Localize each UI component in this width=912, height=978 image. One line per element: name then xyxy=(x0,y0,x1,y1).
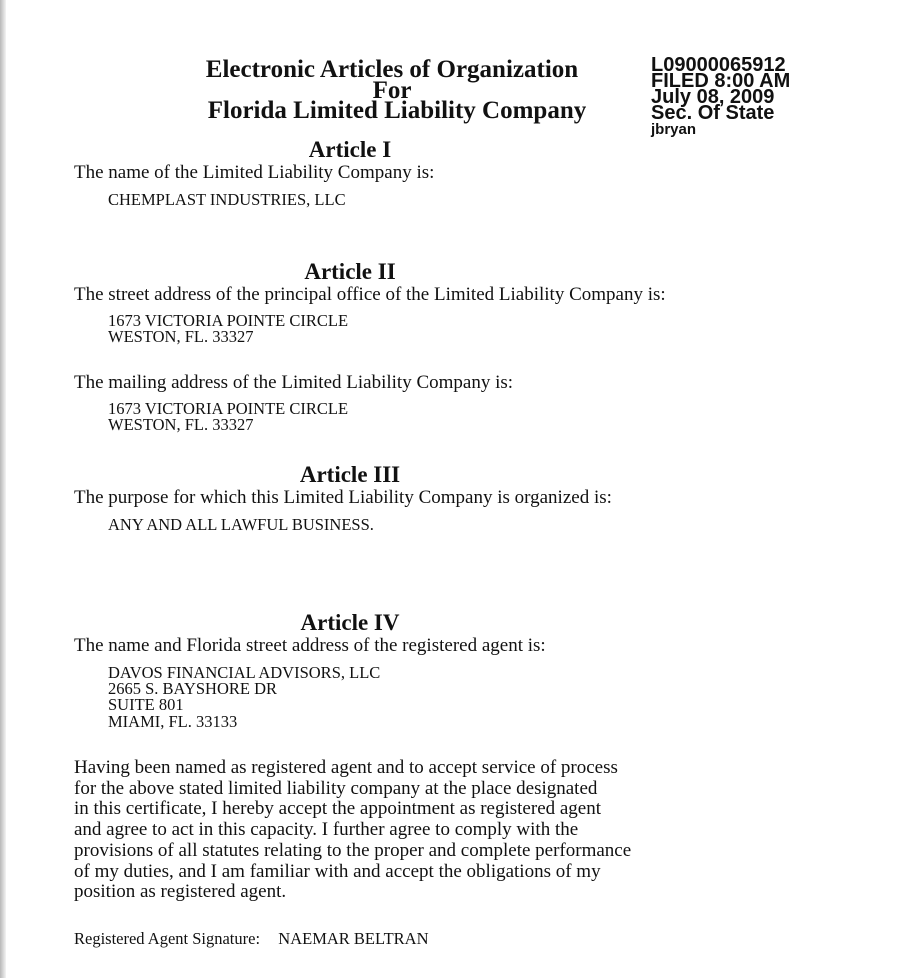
registered-agent-address-line1: 2665 S. BAYSHORE DR xyxy=(108,679,278,698)
acceptance-line: and agree to act in this capacity. I further agree to comply with the xyxy=(74,819,579,841)
mailing-address-line2: WESTON, FL. 33327 xyxy=(108,415,254,434)
article-2-heading: Article II xyxy=(304,259,396,284)
acceptance-line: Having been named as registered agent and to accept service of process xyxy=(74,757,618,778)
purpose-value: ANY AND ALL LAWFUL BUSINESS. xyxy=(108,515,374,534)
signature-line xyxy=(74,930,429,947)
document-title-line2: For xyxy=(372,77,412,104)
article-1-heading: Article I xyxy=(308,137,392,162)
acceptance-line: provisions of all statutes relating to the proper and complete performance xyxy=(74,839,632,861)
registered-agent-address-line3: MIAMI, FL. 33133 xyxy=(108,712,238,731)
agent-acceptance-paragraph xyxy=(74,758,631,903)
principal-address-line1: 1673 VICTORIA POINTE CIRCLE xyxy=(108,311,349,330)
document-title-line3: Florida Limited Liability Company xyxy=(207,97,587,124)
acceptance-line: position as registered agent. xyxy=(74,881,287,903)
filing-stamp-clerk: jbryan xyxy=(651,121,697,138)
filing-stamp-filed-time: FILED 8:00 AM xyxy=(651,70,791,92)
acceptance-line: in this certificate, I hereby accept the appointment as registered agent xyxy=(74,798,602,820)
acceptance-line: for the above stated limited liability company at the place designated xyxy=(74,777,598,799)
principal-address-line2: WESTON, FL. 33327 xyxy=(108,327,254,346)
acceptance-line: of my duties, and I am familiar with and accept the obligations of my xyxy=(74,860,601,882)
filing-stamp-document-number: L09000065912 xyxy=(651,54,786,76)
article-1-label: The name of the Limited Liability Company is: xyxy=(74,162,435,183)
company-name-value: CHEMPLAST INDUSTRIES, LLC xyxy=(108,190,346,209)
article-3-heading: Article III xyxy=(299,462,401,487)
mailing-address-line1: 1673 VICTORIA POINTE CIRCLE xyxy=(108,399,349,418)
document-page xyxy=(6,0,912,978)
principal-office-label: The street address of the principal office of the Limited Liability Company is: xyxy=(74,284,666,305)
signature-label: Registered Agent Signature: xyxy=(74,929,261,948)
registered-agent-label: The name and Florida street address of the registered agent is: xyxy=(74,635,546,656)
document-title-line1: Electronic Articles of Organization xyxy=(205,56,579,83)
registered-agent-address-line2: SUITE 801 xyxy=(108,695,184,714)
filing-stamp-office: Sec. Of State xyxy=(651,102,775,124)
registered-agent-name: DAVOS FINANCIAL ADVISORS, LLC xyxy=(108,663,381,682)
mailing-address-label: The mailing address of the Limited Liability Company is: xyxy=(74,372,514,393)
article-4-heading: Article IV xyxy=(300,610,400,635)
filing-stamp-date: July 08, 2009 xyxy=(651,86,775,108)
signature-name: NAEMAR BELTRAN xyxy=(278,929,429,948)
purpose-label: The purpose for which this Limited Liability Company is organized is: xyxy=(74,487,612,508)
